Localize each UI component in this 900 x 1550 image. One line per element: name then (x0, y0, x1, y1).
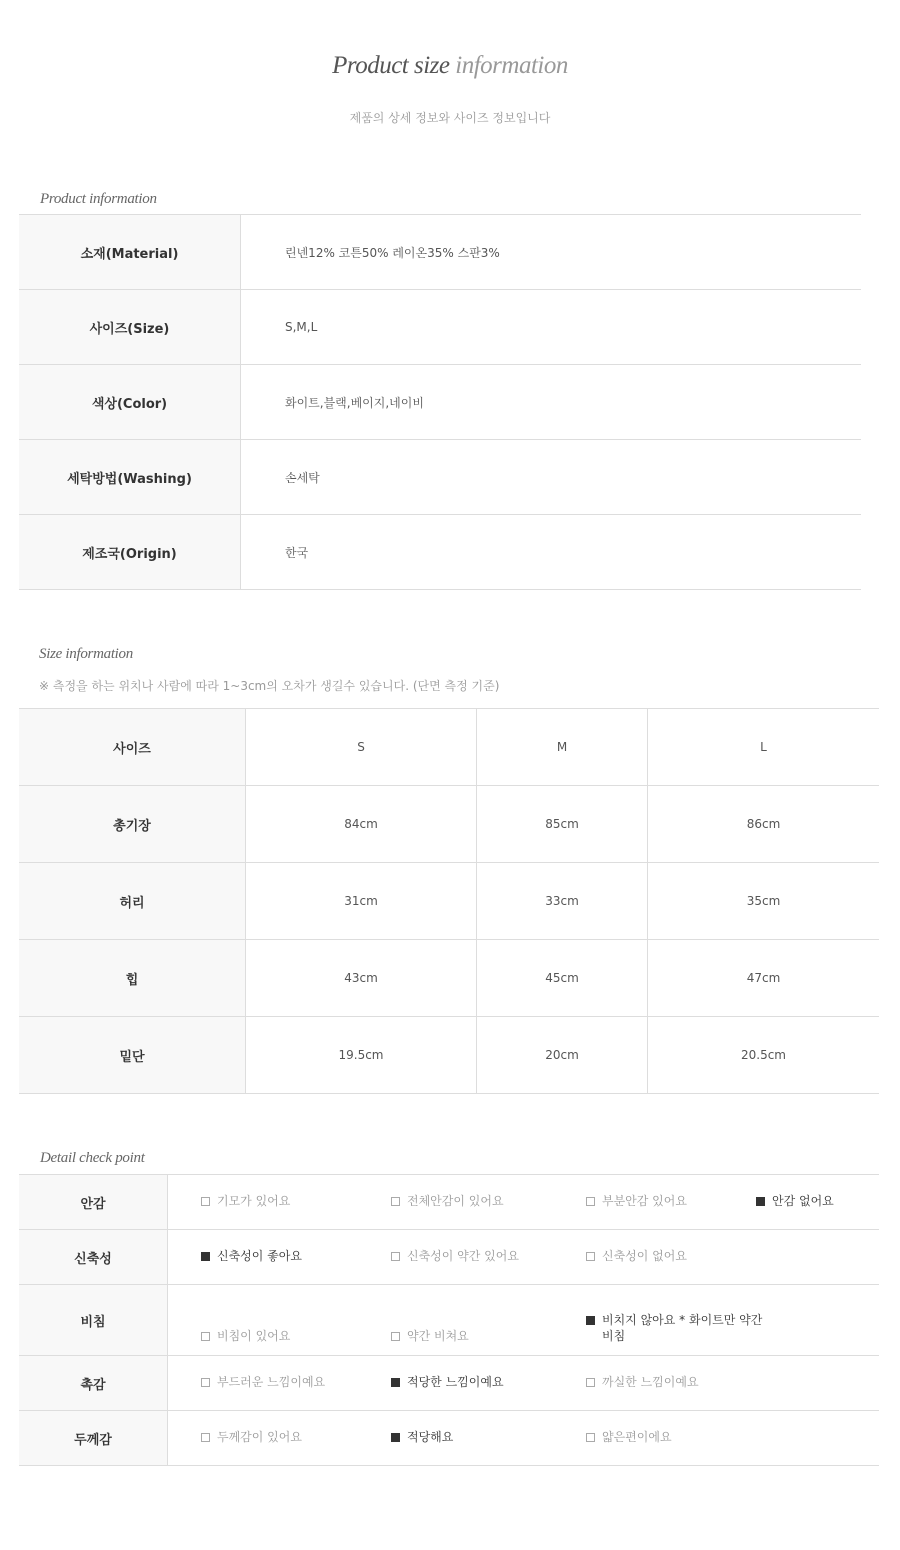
detail-option-label: 안감 없어요 (772, 1194, 834, 1208)
product-info-row (19, 365, 861, 440)
product-info-label: 사이즈(Size) (19, 290, 241, 364)
checkbox-empty-icon (586, 1197, 595, 1206)
size-cell: 85cm (477, 786, 648, 862)
size-row-label: 밑단 (19, 1017, 246, 1093)
size-table-row (19, 863, 879, 940)
product-info-label: 소재(Material) (19, 215, 241, 289)
size-cell: 84cm (246, 786, 477, 862)
detail-check-table (19, 1174, 879, 1466)
detail-option (391, 1328, 469, 1344)
detail-option-label: 적당한 느낌이예요 (407, 1375, 504, 1389)
product-info-title: Product information (40, 191, 157, 207)
detail-option-selected (756, 1193, 834, 1209)
size-cell: L (760, 740, 767, 754)
page-title (0, 52, 900, 80)
detail-row-stretch (19, 1230, 879, 1285)
detail-option-label: 적당해요 (407, 1430, 454, 1444)
checkbox-empty-icon (391, 1197, 400, 1206)
size-cell: 20cm (477, 1017, 648, 1093)
size-cell: M (477, 709, 648, 785)
detail-option-label: 두께감이 있어요 (217, 1430, 302, 1444)
product-info-value: 손세탁 (285, 470, 320, 485)
detail-row-label: 안감 (19, 1175, 168, 1229)
checkbox-filled-icon (756, 1197, 765, 1206)
detail-check-title: Detail check point (40, 1150, 145, 1166)
detail-row-lining (19, 1175, 879, 1230)
product-info-table (19, 214, 861, 590)
detail-option-label: 비침이 있어요 (217, 1329, 291, 1343)
size-cell: S (246, 709, 477, 785)
size-table-row (19, 786, 879, 863)
page-subtitle: 제품의 상세 정보와 사이즈 정보입니다 (349, 111, 551, 125)
checkbox-empty-icon (586, 1378, 595, 1387)
size-cell: 43cm (246, 940, 477, 1016)
size-cell: 45cm (477, 940, 648, 1016)
detail-option-label: 신축성이 좋아요 (217, 1249, 302, 1263)
detail-option (391, 1193, 504, 1209)
product-info-value: 린넨12% 코튼50% 레이온35% 스판3% (285, 245, 500, 260)
size-info-title: Size information (39, 646, 133, 662)
size-cell: 35cm (746, 894, 781, 908)
detail-option-label: 까실한 느낌이예요 (602, 1375, 699, 1389)
product-info-row (19, 215, 861, 290)
product-info-row (19, 290, 861, 365)
checkbox-empty-icon (201, 1197, 210, 1206)
checkbox-empty-icon (586, 1433, 595, 1442)
detail-option (586, 1429, 672, 1445)
size-row-label: 사이즈 (19, 709, 246, 785)
checkbox-filled-icon (391, 1378, 400, 1387)
size-table (19, 708, 879, 1094)
detail-row-label: 비침 (19, 1285, 168, 1355)
detail-option (201, 1328, 290, 1344)
size-row-label: 총기장 (19, 786, 246, 862)
detail-option-label: 비치지 않아요 * 화이트만 약간 비침 (602, 1313, 763, 1343)
detail-option-selected (391, 1429, 453, 1445)
checkbox-filled-icon (586, 1316, 595, 1325)
detail-option (586, 1374, 699, 1390)
size-info-note: ※ 측정을 하는 위치나 사람에 따라 1~3cm의 오차가 생길수 있습니다. (단면 측정 기준) (39, 679, 500, 693)
checkbox-empty-icon (201, 1433, 210, 1442)
detail-option-selected (391, 1374, 504, 1390)
detail-option-label: 약간 비쳐요 (407, 1329, 469, 1343)
size-row-label: 힙 (19, 940, 246, 1016)
detail-option-label: 부드러운 느낌이예요 (217, 1375, 326, 1389)
size-table-row (19, 940, 879, 1017)
detail-row-label: 두께감 (19, 1411, 168, 1465)
detail-option (586, 1248, 687, 1264)
detail-option (201, 1193, 290, 1209)
detail-option-label: 기모가 있어요 (217, 1194, 291, 1208)
product-info-value: S,M,L (285, 320, 318, 334)
detail-row-label: 촉감 (19, 1356, 168, 1410)
product-info-value: 화이트,블랙,베이지,네이비 (285, 395, 424, 410)
detail-option (201, 1374, 325, 1390)
product-info-label: 색상(Color) (19, 365, 241, 439)
checkbox-filled-icon (391, 1433, 400, 1442)
detail-option-label: 전체안감이 있어요 (407, 1194, 504, 1208)
checkbox-empty-icon (391, 1252, 400, 1261)
page-title-light: information (455, 52, 568, 79)
size-cell: 31cm (246, 863, 477, 939)
product-info-row (19, 515, 861, 590)
detail-option-label: 신축성이 없어요 (602, 1249, 687, 1263)
product-info-label: 제조국(Origin) (19, 515, 241, 589)
size-table-row (19, 1017, 879, 1094)
page-title-main: Product size (332, 52, 450, 79)
size-cell: 33cm (477, 863, 648, 939)
size-cell: 19.5cm (246, 1017, 477, 1093)
size-row-label: 허리 (19, 863, 246, 939)
product-info-label: 세탁방법(Washing) (19, 440, 241, 514)
detail-option (391, 1248, 519, 1264)
detail-option-label: 신축성이 약간 있어요 (407, 1249, 519, 1263)
size-table-row (19, 709, 879, 786)
checkbox-empty-icon (201, 1332, 210, 1341)
checkbox-empty-icon (586, 1252, 595, 1261)
size-cell: 47cm (746, 971, 781, 985)
checkbox-filled-icon (201, 1252, 210, 1261)
detail-row-sheerness (19, 1285, 879, 1356)
size-cell: 20.5cm (740, 1048, 786, 1062)
detail-option-selected (586, 1312, 771, 1344)
detail-row-thickness (19, 1411, 879, 1466)
detail-option-selected (201, 1248, 302, 1264)
detail-option-label: 얇은편이에요 (602, 1430, 672, 1444)
product-info-row (19, 440, 861, 515)
detail-option-label: 부분안감 있어요 (602, 1194, 687, 1208)
detail-option (586, 1193, 687, 1209)
detail-option (201, 1429, 302, 1445)
size-cell: 86cm (746, 817, 781, 831)
detail-row-texture (19, 1356, 879, 1411)
checkbox-empty-icon (391, 1332, 400, 1341)
product-info-value: 한국 (285, 545, 309, 560)
detail-row-label: 신축성 (19, 1230, 168, 1284)
checkbox-empty-icon (201, 1378, 210, 1387)
